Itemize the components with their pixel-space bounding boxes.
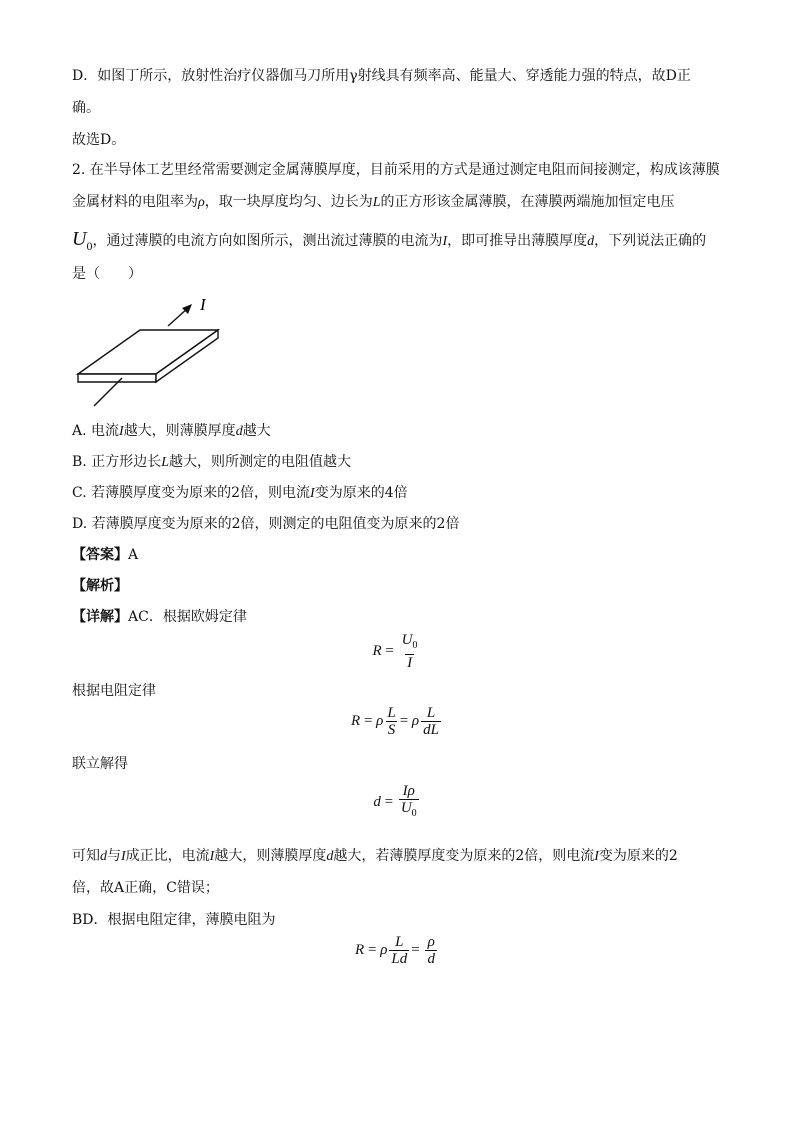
combine-intro: 联立解得 xyxy=(72,756,128,772)
fraction-rho-over-d: $\frac{\rho}{d}$ xyxy=(427,934,435,967)
previous-answer-choice: 故选D。 xyxy=(72,132,126,148)
analysis-label: 【解析】 xyxy=(72,578,128,594)
question-2-line-4: 是（ ） xyxy=(72,266,142,282)
detail-ac-intro: 【详解】AC．根据欧姆定律 xyxy=(72,609,247,625)
voltage-symbol: $U_0$ xyxy=(72,228,93,253)
rho-symbol: ρ xyxy=(198,195,205,210)
thickness-equation: d = $\frac{I\rho}{U_0}$ xyxy=(0,783,794,822)
question-2-line-2: 金属材料的电阻率为ρ，取一块厚度均匀、边长为L的正方形该金属薄膜，在薄膜两端施加恒定电压 xyxy=(72,194,675,210)
option-b: B. 正方形边长L越大，则所测定的电阻值越大 xyxy=(72,454,351,470)
conclusion-line-2: 倍，故A正确，C错误； xyxy=(72,880,219,896)
resistance-law-equation: R = ρ $\frac{L}{S}$ = ρ $\frac{L}{dL}$ xyxy=(351,705,439,738)
conclusion-line-1: 可知d与I成正比，电流I越大，则薄膜厚度d越大，若薄膜厚度变为原来的2倍，则电流I变为原来的2 xyxy=(72,848,678,864)
question-2-line-3: $U_0$，通过薄膜的电流方向如图所示，测出流过薄膜的电流为I，即可推导出薄膜厚度d，下列说法正确的 xyxy=(72,228,707,253)
film-resistance-equation: R = ρ $\frac{L}{Ld}$ = $\frac{\rho}{d}$ xyxy=(355,934,435,967)
metal-film-figure xyxy=(70,290,230,410)
answer-value: A xyxy=(128,547,139,563)
film-front-edge xyxy=(78,374,156,382)
fraction-u0-over-i: $\frac{U_0}{I}$ xyxy=(401,632,418,671)
option-d: D. 若薄膜厚度变为原来的2倍，则测定的电阻值变为原来的2倍 xyxy=(72,516,460,532)
detail-bd-intro: BD．根据电阻定律，薄膜电阻为 xyxy=(72,912,276,928)
fraction-l-over-ld: $\frac{L}{Ld}$ xyxy=(391,934,408,967)
answer-line xyxy=(72,545,138,565)
resistance-law-intro: 根据电阻定律 xyxy=(72,683,156,699)
option-c: C. 若薄膜厚度变为原来的2倍，则电流I变为原来的4倍 xyxy=(72,485,408,501)
answer-label: 【答案】 xyxy=(72,547,128,563)
fraction-l-over-s: $\frac{L}{S}$ xyxy=(387,705,396,738)
ohms-law-equation: R = $\frac{U_0}{I}$ xyxy=(372,632,418,671)
option-d-explanation: D．如图丁所示，放射性治疗仪器伽马刀所用γ射线具有频率高、能量大、穿透能力强的特点，故D正 xyxy=(72,68,691,84)
fraction-irho-over-u0: $\frac{I\rho}{U_0}$ xyxy=(399,783,419,822)
fraction-l-over-dl: $\frac{L}{dL}$ xyxy=(423,705,439,738)
option-d-explanation-cont: 确。 xyxy=(72,100,100,116)
option-a: A. 电流I越大，则薄膜厚度d越大 xyxy=(72,423,271,439)
question-2-line-1: 2. 在半导体工艺里经常需要测定金属薄膜厚度，目前采用的方式是通过测定电阻而间接测定，构成该薄膜 xyxy=(72,162,720,178)
figure-current-label: I xyxy=(200,295,206,314)
